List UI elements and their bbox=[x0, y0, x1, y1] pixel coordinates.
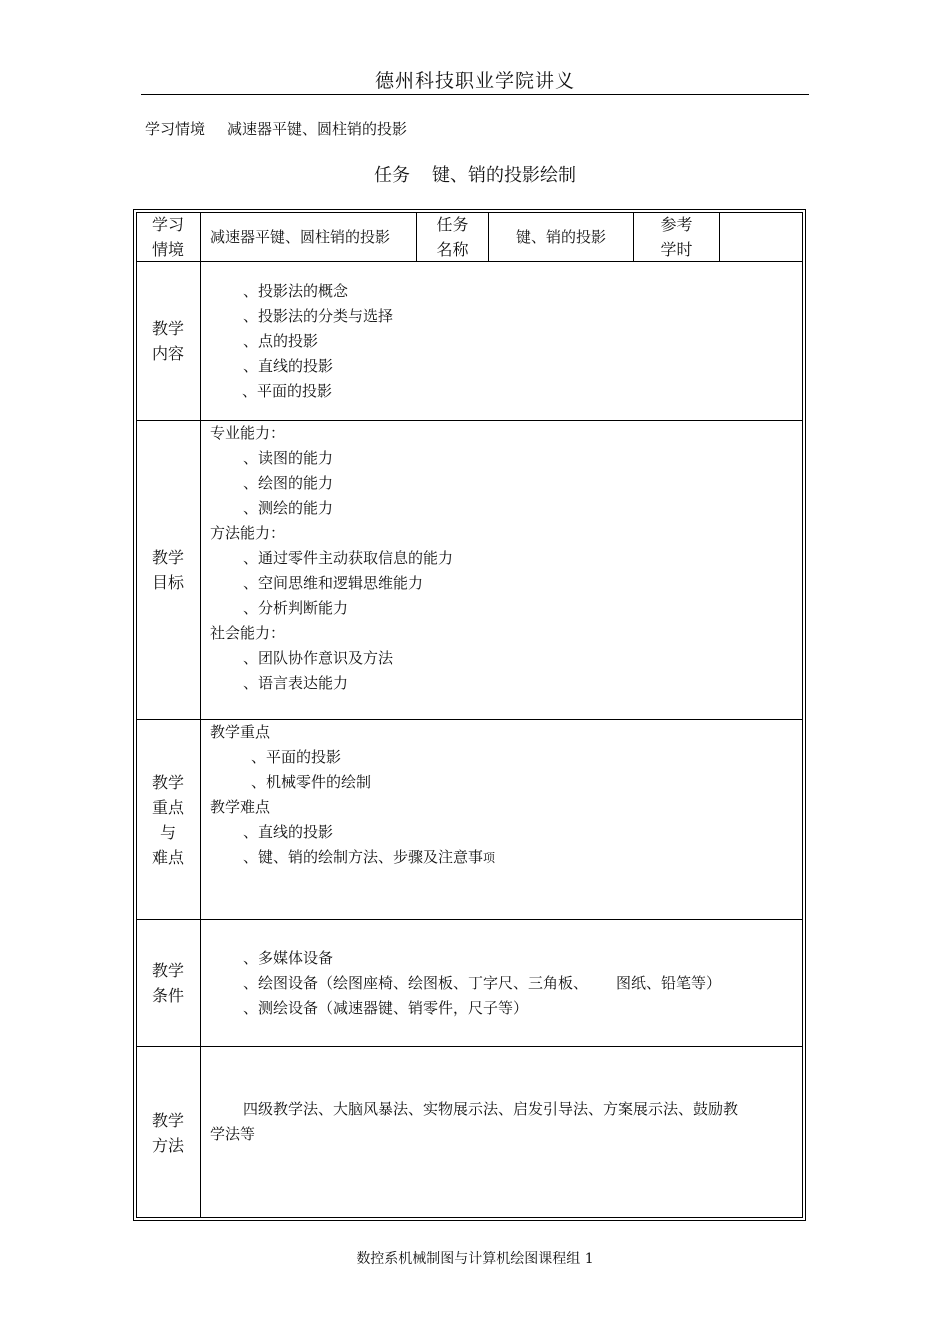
list-item: 、投影法的分类与选择 bbox=[243, 307, 394, 325]
task-title bbox=[0, 161, 950, 187]
label-line: 学时 bbox=[660, 240, 693, 259]
paragraph-line: 四级教学法、大脑风暴法、实物展示法、启发引导法、方案展示法、鼓励教 bbox=[243, 1100, 739, 1118]
row-divider bbox=[136, 919, 803, 920]
section-heading: 社会能力： bbox=[210, 624, 286, 642]
label-line: 条件 bbox=[151, 986, 184, 1005]
label-line: 难点 bbox=[151, 848, 184, 867]
list-item: 、测绘的能力 bbox=[243, 499, 334, 517]
list-item: 、点的投影 bbox=[243, 332, 319, 350]
list-item: 、平面的投影 bbox=[251, 748, 342, 766]
list-item: 、机械零件的绘制 bbox=[251, 773, 372, 791]
list-item: 、直线的投影 bbox=[243, 357, 334, 375]
teaching-methods-label bbox=[136, 1108, 200, 1158]
list-item bbox=[210, 971, 721, 996]
label-line: 与 bbox=[159, 823, 176, 842]
task-title-value: 键、销的投影绘制 bbox=[432, 165, 576, 186]
section-heading: 教学重点 bbox=[210, 723, 271, 741]
label-line: 教学 bbox=[151, 961, 184, 980]
list-item-text: 、键、销的绘制方法、步骤及注意事 bbox=[243, 848, 484, 866]
list-item-text-continued: 图纸、铅笔等） bbox=[616, 974, 722, 992]
list-item: 、平面的投影 bbox=[242, 382, 333, 400]
row-divider bbox=[136, 1046, 803, 1047]
section-heading: 方法能力： bbox=[210, 524, 286, 542]
label-line: 教学 bbox=[151, 319, 184, 338]
list-item: 、语言表达能力 bbox=[243, 674, 349, 692]
header-rule bbox=[141, 94, 809, 95]
section-heading: 教学难点 bbox=[210, 798, 271, 816]
list-item: 、通过零件主动获取信息的能力 bbox=[243, 549, 454, 567]
page-footer: 数控系机械制图与计算机绘图课程组 1 bbox=[356, 1251, 594, 1267]
header-column-divider bbox=[719, 212, 720, 261]
teaching-content-list bbox=[210, 279, 393, 404]
list-item-text-tail: 项 bbox=[483, 851, 496, 865]
label-line: 参考 bbox=[660, 215, 693, 234]
section-heading: 专业能力： bbox=[210, 424, 286, 442]
key-difficult-points-label bbox=[136, 770, 200, 870]
context-label: 学习情境 bbox=[145, 120, 206, 138]
label-line: 目标 bbox=[151, 573, 184, 592]
list-item bbox=[210, 845, 495, 871]
label-line: 名称 bbox=[436, 240, 469, 259]
header-learning-context-label bbox=[136, 212, 200, 262]
header-reference-hours-label bbox=[634, 212, 719, 262]
list-item: 、分析判断能力 bbox=[243, 599, 349, 617]
learning-context-line bbox=[145, 118, 407, 139]
list-item: 、读图的能力 bbox=[243, 449, 334, 467]
label-line: 教学 bbox=[151, 1111, 184, 1130]
list-item: 、绘图的能力 bbox=[243, 474, 334, 492]
label-line: 重点 bbox=[151, 798, 184, 817]
context-value: 减速器平键、圆柱销的投影 bbox=[227, 120, 408, 138]
teaching-conditions-list bbox=[210, 946, 721, 1021]
teaching-methods-text bbox=[210, 1097, 738, 1147]
label-column-divider bbox=[200, 212, 201, 1218]
list-item: 、空间思维和逻辑思维能力 bbox=[243, 574, 424, 592]
list-item: 、投影法的概念 bbox=[243, 282, 349, 300]
key-difficult-points-list bbox=[210, 720, 495, 871]
task-title-label: 任务 bbox=[374, 165, 410, 186]
label-line: 学习 bbox=[151, 215, 184, 234]
header-task-name-label bbox=[417, 212, 488, 262]
label-line: 情境 bbox=[151, 240, 184, 259]
list-item: 、团队协作意识及方法 bbox=[243, 649, 394, 667]
teaching-objectives-list bbox=[210, 421, 453, 696]
header-learning-context-value: 减速器平键、圆柱销的投影 bbox=[210, 228, 391, 246]
teaching-conditions-label bbox=[136, 958, 200, 1008]
label-line: 教学 bbox=[151, 548, 184, 567]
label-line: 任务 bbox=[436, 215, 469, 234]
header-task-name-value: 键、销的投影 bbox=[515, 228, 606, 246]
list-item: 、直线的投影 bbox=[243, 823, 334, 841]
list-item-text: 、绘图设备（绘图座椅、绘图板、丁字尺、三角板、 bbox=[243, 974, 589, 992]
list-item: 、测绘设备（减速器键、销零件，尺子等） bbox=[243, 999, 529, 1017]
label-line: 内容 bbox=[151, 344, 184, 363]
teaching-objectives-label bbox=[136, 545, 200, 595]
teaching-content-label bbox=[136, 316, 200, 366]
label-line: 教学 bbox=[151, 773, 184, 792]
label-line: 方法 bbox=[151, 1136, 184, 1155]
list-item: 、多媒体设备 bbox=[243, 949, 334, 967]
paragraph-line: 学法等 bbox=[210, 1125, 256, 1143]
document-header-title: 德州科技职业学院讲义 bbox=[374, 70, 575, 92]
